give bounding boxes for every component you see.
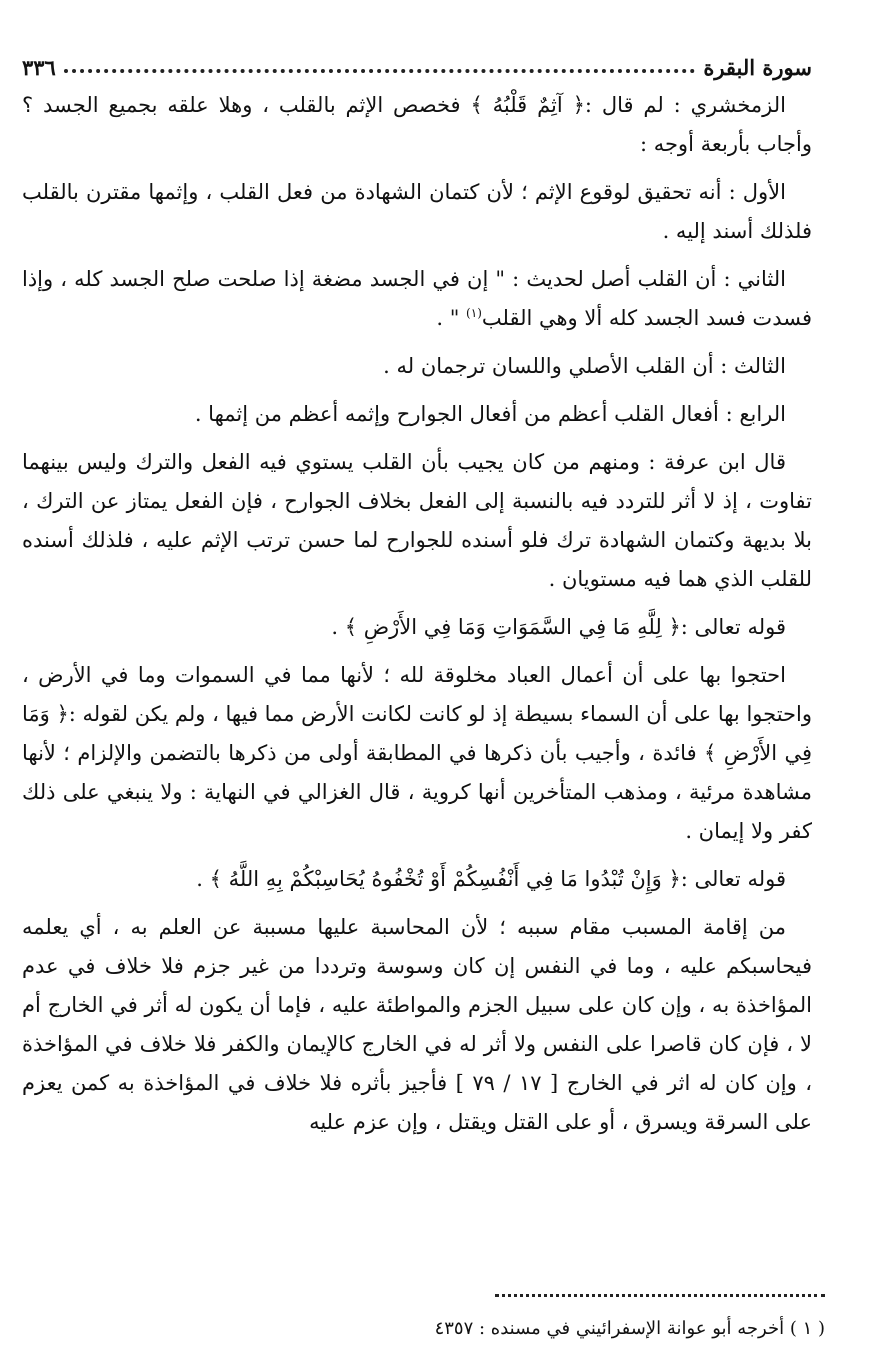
footnote: ( ١ ) أخرجه أبو عوانة الإسفرائيني في مسنده : ٤٣٥٧ — [434, 1318, 825, 1339]
paragraph-tail: " . — [436, 306, 467, 330]
paragraph: الزمخشري : لم قال :﴿ آثِمٌ قَلْبُهُ ﴾ فخصص الإثم بالقلب ، وهلا علقه بجميع الجسد ؟وأجاب بأربعة أوجه : — [22, 93, 812, 156]
paragraph: الأول : أنه تحقيق لوقوع الإثم ؛ لأن كتمان الشهادة من فعل القلب ، وإثمها مقترن بالقلب فلذلك أسند إليه . — [22, 180, 812, 243]
header-dotted-leader — [64, 69, 695, 73]
paragraph: من إقامة المسبب مقام سببه ؛ لأن المحاسبة عليها مسببة عن العلم به ، أي يعلمه فيحاسبكم عليه ، وما في النفس إن كان وسوسة وترددا من غير جزم فلا خلاف في عدم المؤاخذة به ، وإن كان على سبيل الجزم والمواطئة عليه ، فإما أن يكون له أثر في الخارج أم لا ، فإن كان قاصرا على النفس ولا أثر له في الخارج كالإيمان والكفر فلا خلاف في المؤاخذة ، وإن كان له اثر في الخارج [ ١٧ / ٧٩ ] فأجيز بأثره فلا خلاف في المؤاخذة به كمن يعزم على السرقة ويسرق ، أو على القتل ويقتل ، وإن عزم عليه — [22, 915, 812, 1134]
surah-title: سورة البقرة — [703, 54, 812, 80]
paragraph — [22, 260, 812, 338]
paragraph: قوله تعالى :﴿ لِلَّهِ مَا فِي السَّمَوَاتِ وَمَا فِي الأَرْضِ ﴾ . — [331, 615, 786, 639]
paragraph-text: الثاني : أن القلب أصل لحديث : " إن في الجسد مضغة إذا صلحت صلح الجسد كله ، وإذا فسدت فسد الجسد كله ألا وهي القلب — [22, 267, 812, 330]
page-number: ٣٣٦ — [22, 54, 56, 80]
footnote-separator — [495, 1294, 825, 1297]
paragraph: الثالث : أن القلب الأصلي واللسان ترجمان له . — [383, 354, 786, 378]
paragraph: احتجوا بها على أن أعمال العباد مخلوقة لله ؛ لأنها مما في السموات وما في الأرض ، واحتجوا بها على أن السماء بسيطة إذ لو كانت لكانت الأرض مما فيها ، ولم يكن لقوله :﴿ وَمَا فِي الأَرْضِ ﴾ فائدة ، وأجيب بأن ذكرها في المطابقة أولى من ذكرها بالتضمن والإلزام ؛ لأنها مشاهدة مرئية ، ومذهب المتأخرين أنها كروية ، قال الغزالي في النهاية : ولا ينبغي على ذلك كفر ولا إيمان . — [22, 663, 812, 843]
main-text — [22, 86, 812, 1151]
footnote-ref: (١) — [466, 306, 482, 320]
paragraph: قال ابن عرفة : ومنهم من كان يجيب بأن القلب يستوي فيه الفعل والترك وليس بينهما تفاوت ، إذ لا أثر للتردد فيه بالنسبة إلى الفعل بخلاف الجوارح ، فإن الفعل يمتاز عن الترك ، بلا بديهة وكتمان الشهادة ترك فلو أسنده للجوارح لما حسن ترتب الإثم عليه ، فلذلك أسنده للقلب الذي هما فيه مستويان . — [22, 450, 812, 591]
paragraph: الرابع : أفعال القلب أعظم من أفعال الجوارح وإثمه أعظم من إثمها . — [194, 402, 786, 426]
paragraph: قوله تعالى :﴿ وَإِنْ تُبْدُوا مَا فِي أَنْفُسِكُمْ أَوْ تُخْفُوهُ يُحَاسِبْكُمْ بِهِ اللَّهُ ﴾ . — [196, 867, 786, 891]
page-header — [22, 52, 812, 82]
